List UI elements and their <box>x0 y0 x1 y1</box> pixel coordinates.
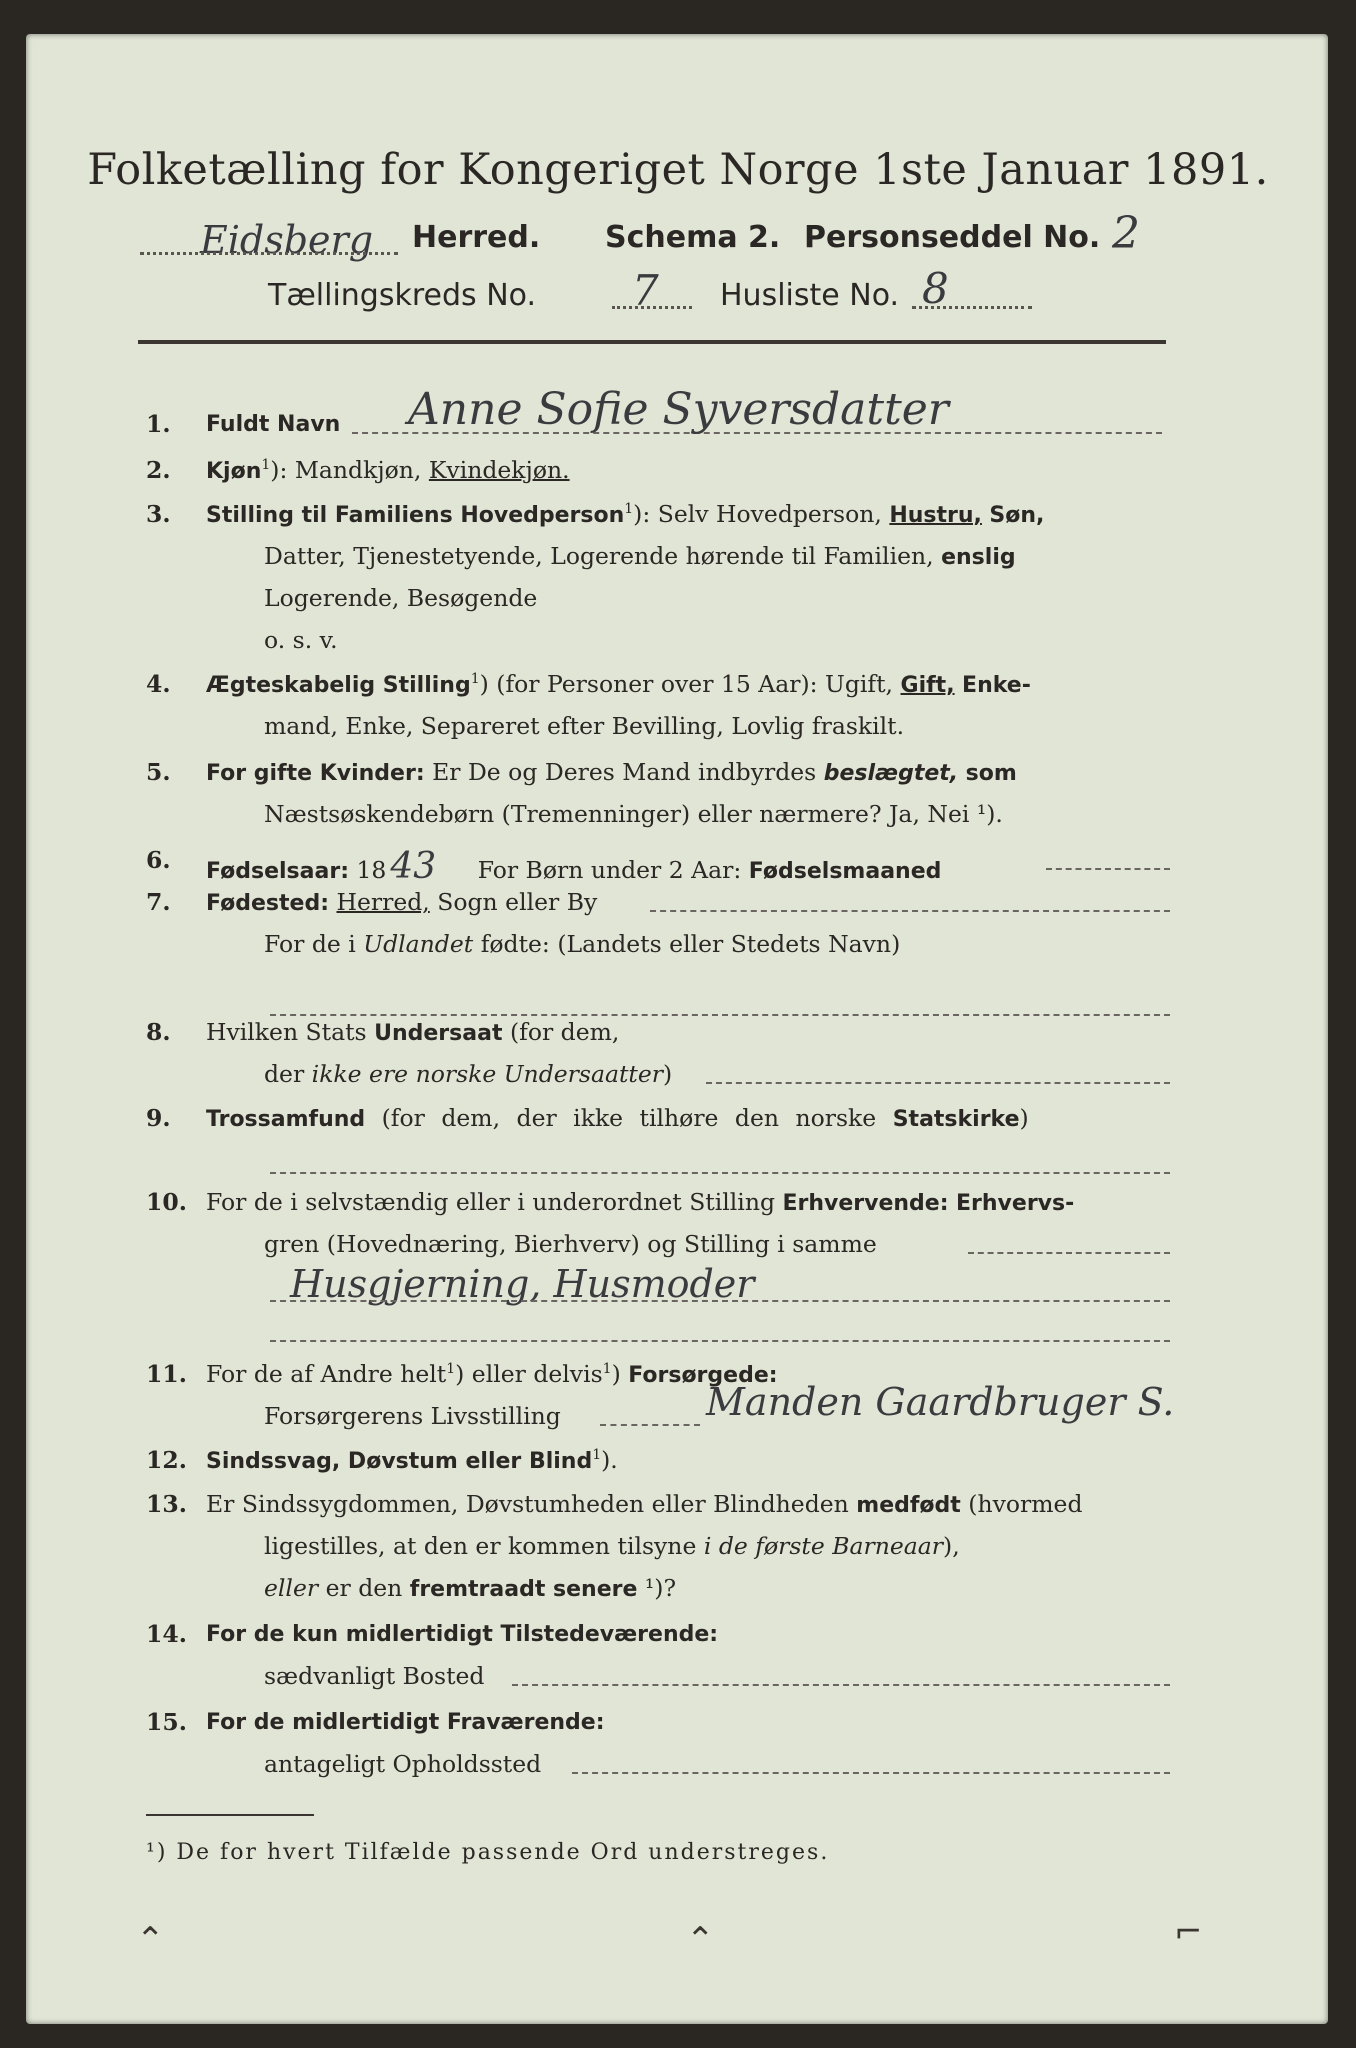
form-title: Folketælling for Kongeriget Norge 1ste Januar 1891. <box>87 145 1269 195</box>
q13-number: 13. <box>146 1490 187 1518</box>
q10-line1 <box>206 1188 1074 1216</box>
q6-number: 6. <box>146 846 171 874</box>
personseddel-label: Personseddel No. <box>804 220 1101 255</box>
q4-label: Ægteskabelig Stilling <box>206 673 471 698</box>
q6-line <box>206 846 941 887</box>
kreds-dots <box>612 306 692 309</box>
q11-line1 <box>206 1360 778 1388</box>
q7-line2-a: For de i <box>264 930 356 958</box>
q3-line1 <box>206 500 1044 528</box>
q11-text-c: ) <box>611 1360 621 1388</box>
q6-year-handwritten: 43 <box>390 846 437 887</box>
q13-line3-c: ¹)? <box>644 1574 677 1602</box>
q5-som: som <box>965 761 1017 786</box>
q8-number: 8. <box>146 1018 171 1046</box>
q2-number: 2. <box>146 456 171 484</box>
q12-number: 12. <box>146 1446 187 1474</box>
q3-enslig: enslig <box>941 545 1016 570</box>
q8-leader <box>706 1082 1170 1084</box>
q7-udlandet: Udlandet <box>363 930 474 958</box>
q13-label-b: fremtraadt senere <box>409 1577 638 1602</box>
q14-label: For de kun midlertidigt Tilstedeværende: <box>206 1622 719 1647</box>
q7-line2 <box>264 930 900 958</box>
q6-leader <box>1046 868 1170 870</box>
herred-handwritten: Eidsberg <box>200 218 374 262</box>
q6-text: For Børn under 2 Aar: <box>477 856 742 884</box>
herred-dots <box>140 252 398 255</box>
q13-line3 <box>264 1574 676 1602</box>
q13-line1 <box>206 1490 1083 1518</box>
q5-label: For gifte Kvinder: <box>206 761 425 786</box>
q10-handwritten-occupation: Husgjerning, Husmoder <box>290 1262 755 1306</box>
q7-number: 7. <box>146 888 171 916</box>
q10-leader3 <box>270 1340 1170 1342</box>
q10-number: 10. <box>146 1188 187 1216</box>
q11-line2: Forsørgerens Livsstilling <box>264 1402 561 1430</box>
q11-handwritten-provider: Manden Gaardbruger S. <box>706 1380 1175 1424</box>
q15-line2: antageligt Opholdssted <box>264 1750 542 1778</box>
q13-line3-b: er den <box>325 1574 403 1602</box>
q10-leader1 <box>968 1252 1170 1254</box>
q13-text-b: (hvormed <box>968 1490 1083 1518</box>
q2-kvindekjon-underlined: Kvindekjøn. <box>428 456 570 484</box>
q8-line2-a: der <box>264 1060 305 1088</box>
q14-leader <box>512 1684 1170 1686</box>
q14-number: 14. <box>146 1620 187 1648</box>
q9-label: Trossamfund <box>206 1107 366 1132</box>
q1-label: Fuldt Navn <box>206 412 341 437</box>
q4-sup: 1 <box>470 671 480 688</box>
q12-line <box>206 1446 618 1474</box>
corner-mark-center: ⌃ <box>686 1920 715 1960</box>
q8-label: Undersaat <box>374 1021 503 1046</box>
q2-sup: 1 <box>261 457 271 474</box>
kreds-label: Tællingskreds No. <box>268 278 536 313</box>
q3-label: Stilling til Familiens Hovedperson <box>206 503 625 528</box>
q11-number: 11. <box>146 1360 187 1388</box>
personseddel-value: 2 <box>1112 208 1140 259</box>
q7-text-b: Sogn eller By <box>437 888 598 916</box>
q13-line3-a: eller <box>264 1574 319 1602</box>
q10-erhvervs: Erhvervs- <box>956 1191 1075 1216</box>
q5-text-a: Er De og Deres Mand indbyrdes <box>432 758 817 786</box>
q6-label: Fødselsaar: <box>206 859 349 884</box>
q2-label: Kjøn <box>206 459 262 484</box>
kreds-value: 7 <box>632 266 659 315</box>
q3-sup: 1 <box>624 501 634 518</box>
q11-sup-a: 1 <box>446 1361 456 1378</box>
q13-label: medfødt <box>856 1493 961 1518</box>
q8-line2: der ikke ere norske Undersaatter) <box>264 1060 673 1088</box>
q3-line4: o. s. v. <box>264 626 338 654</box>
q15-leader <box>572 1772 1170 1774</box>
q13-line2-a: ligestilles, at den er kommen tilsyne <box>264 1532 697 1560</box>
q3-number: 3. <box>146 500 171 528</box>
q6-prefix: 18 <box>356 856 387 884</box>
q4-enke: Enke- <box>962 673 1031 698</box>
herred-label: Herred. <box>412 220 541 255</box>
q10-text-a: For de i selvstændig eller i underordnet Stilling <box>206 1188 775 1216</box>
q3-line3: Logerende, Besøgende <box>264 584 538 612</box>
q11-leader <box>600 1424 700 1426</box>
q4-text-a: ) (for Personer over 15 Aar): Ugift, <box>479 670 894 698</box>
q2-line <box>206 456 570 484</box>
q14-line2: sædvanligt Bosted <box>264 1662 485 1690</box>
q13-line2: ligestilles, at den er kommen tilsyne i de første Barneaar), <box>264 1532 960 1560</box>
q5-line1 <box>206 758 1017 786</box>
q15-number: 15. <box>146 1708 187 1736</box>
q7-line1 <box>206 888 597 916</box>
q4-line1 <box>206 670 1031 698</box>
q4-gift-underlined: Gift, <box>900 673 955 698</box>
q11-text-a: For de af Andre helt <box>206 1360 447 1388</box>
q15-label: For de midlertidigt Fraværende: <box>206 1710 605 1735</box>
q2-text-a: ): Mandkjøn, <box>270 456 422 484</box>
q5-number: 5. <box>146 758 171 786</box>
q4-number: 4. <box>146 670 171 698</box>
q10-line2: gren (Hovednæring, Bierhverv) og Stilling i samme <box>264 1230 877 1258</box>
q3-text-a: ): Selv Hovedperson, <box>633 500 882 528</box>
q3-line2 <box>264 542 1016 570</box>
q8-line1 <box>206 1018 619 1046</box>
q12-text: ). <box>601 1446 618 1474</box>
corner-mark-right: ⌐ <box>1174 1912 1203 1952</box>
q9-line1: Trossamfund (for dem, der ikke tilhøre den norske Statskirke) <box>206 1104 1029 1132</box>
q12-label: Sindssvag, Døvstum eller Blind <box>206 1449 593 1474</box>
q13-text-a: Er Sindssygdommen, Døvstumheden eller Blindheden <box>206 1490 849 1518</box>
q12-sup: 1 <box>592 1447 602 1464</box>
q7-line2-c: fødte: (Landets eller Stedets Navn) <box>480 930 901 958</box>
q8-text-a: Hvilken Stats <box>206 1018 367 1046</box>
q11-text-b: ) eller delvis <box>455 1360 603 1388</box>
q7-leader2 <box>270 1014 1170 1016</box>
q11-label: Forsørgede: <box>628 1363 778 1388</box>
q9-text: (for dem, der ikke tilhøre den norske <box>381 1104 877 1132</box>
husliste-dots <box>912 306 1032 309</box>
q13-line2-b: i de første Barneaar <box>703 1532 944 1560</box>
schema-label: Schema 2. <box>605 220 781 255</box>
q10-leader2 <box>270 1300 1170 1302</box>
q10-label: Erhvervende: <box>782 1191 949 1216</box>
q5-line2: Næstsøskendebørn (Tremenninger) eller nærmere? Ja, Nei ¹). <box>264 800 1003 828</box>
q3-hustru-underlined: Hustru, <box>889 503 982 528</box>
q7-leader1 <box>650 910 1170 912</box>
q7-herred-underlined: Herred, <box>336 888 430 916</box>
q4-line2: mand, Enke, Separeret efter Bevilling, Lovlig fraskilt. <box>264 712 905 740</box>
q7-label: Fødested: <box>206 891 329 916</box>
husliste-value: 8 <box>922 264 949 313</box>
q11-sup-b: 1 <box>602 1361 612 1378</box>
header-rule <box>138 340 1166 344</box>
q9-number: 9. <box>146 1104 171 1132</box>
corner-mark-left: ⌃ <box>136 1920 165 1960</box>
footnote: ¹) De for hvert Tilfælde passende Ord understreges. <box>146 1840 830 1865</box>
q9-leader <box>270 1172 1170 1174</box>
q1-number: 1. <box>146 410 171 438</box>
q8-text-b: (for dem, <box>509 1018 620 1046</box>
q5-beslaegtet: beslægtet, <box>823 761 959 786</box>
husliste-label: Husliste No. <box>720 278 900 313</box>
q6-fodselsmaaned: Fødselsmaaned <box>748 859 942 884</box>
footnote-rule <box>146 1814 314 1816</box>
q1-handwritten-name: Anne Sofie Syversdatter <box>408 384 949 435</box>
q9-statskirke: Statskirke <box>892 1107 1020 1132</box>
q8-line2-b: ikke ere norske Undersaatter <box>311 1060 663 1088</box>
q3-line2-text: Datter, Tjenestetyende, Logerende hørende til Familien, <box>264 542 934 570</box>
q3-son: Søn, <box>989 503 1045 528</box>
